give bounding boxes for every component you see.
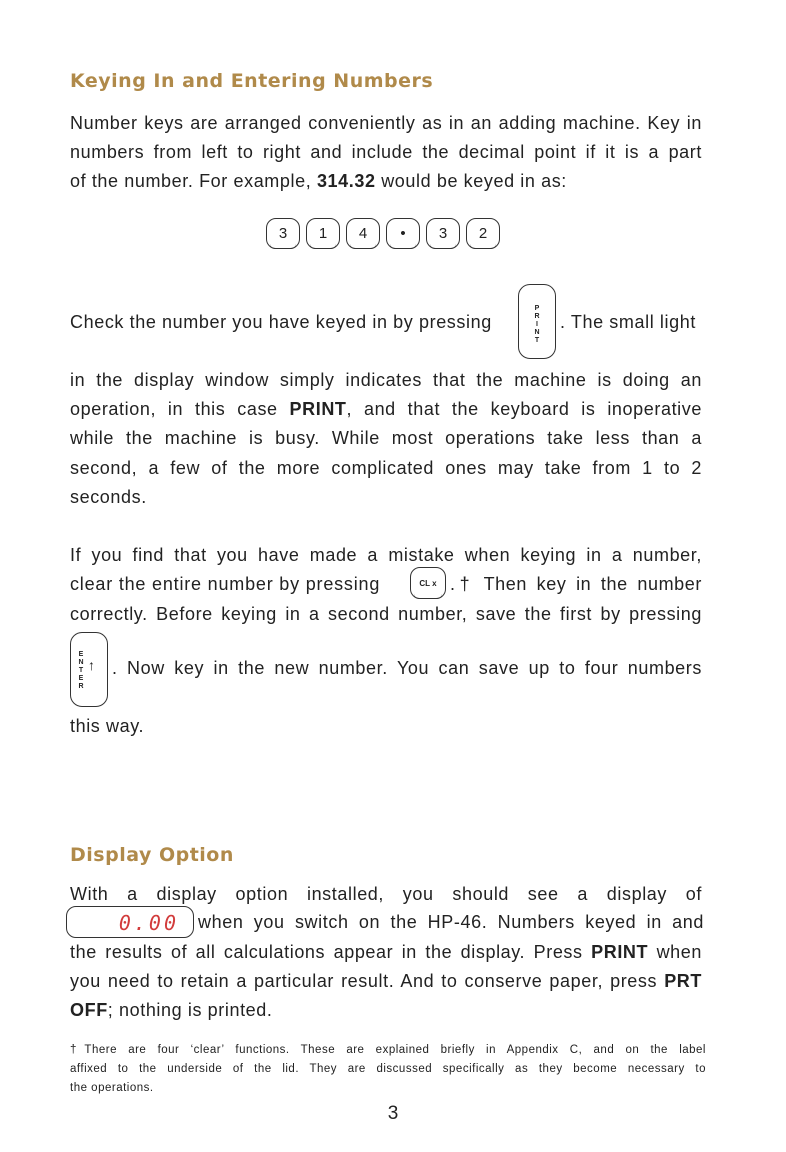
paragraph-line: Number keys are arranged conveniently as in an adding machine. Key in bbox=[70, 113, 702, 133]
enter-key-icon bbox=[70, 632, 108, 707]
paragraph-line bbox=[70, 999, 702, 1021]
paragraph-line bbox=[70, 941, 702, 963]
footnote-line: †There are four ‘clear’ functions. These are explained briefly in Appendix C, and on the label bbox=[70, 1044, 706, 1056]
display-digits: 0.00 bbox=[118, 911, 179, 935]
paragraph-line: this way. bbox=[70, 716, 145, 736]
paragraph-line: .† Then key in the number bbox=[450, 574, 702, 594]
paragraph-line: numbers from left to right and include the decimal point if it is a part bbox=[70, 142, 702, 162]
page-number: 3 bbox=[387, 1103, 399, 1124]
prt-term: PRT bbox=[664, 971, 702, 991]
key-3 bbox=[426, 218, 460, 249]
paragraph-line: Check the number you have keyed in by pressing bbox=[70, 312, 492, 332]
paragraph-line: in the display window simply indicates that the machine is doing an bbox=[70, 370, 702, 390]
key-label: 3 bbox=[278, 225, 288, 242]
print-key-icon bbox=[518, 284, 556, 359]
key-decimal-point bbox=[386, 218, 420, 249]
up-arrow-icon: ↑ bbox=[88, 657, 95, 673]
section-heading-display-option: Display Option bbox=[70, 844, 234, 866]
section-heading-keying: Keying In and Entering Numbers bbox=[70, 70, 434, 92]
text-run: you need to retain a particular result. And to conserve paper, press bbox=[70, 971, 658, 991]
clx-key-icon bbox=[410, 567, 446, 599]
paragraph-line: . Now key in the new number. You can save up to four numbers bbox=[112, 658, 702, 678]
enter-key-letters: E N T E R bbox=[78, 651, 84, 690]
paragraph-line bbox=[70, 398, 702, 420]
key-label: 1 bbox=[318, 225, 328, 242]
paragraph-line: With a display option installed, you should see a display of bbox=[70, 884, 702, 904]
footnote-line: the operations. bbox=[70, 1082, 154, 1094]
print-term: PRINT bbox=[591, 942, 649, 962]
paragraph-line: correctly. Before keying in a second number, save the first by pressing bbox=[70, 604, 702, 624]
footnote-line: affixed to the underside of the lid. They are discussed specifically as they become necessary to bbox=[70, 1063, 706, 1075]
key-3 bbox=[266, 218, 300, 249]
text-run: would be keyed in as: bbox=[381, 171, 567, 191]
example-number: 314.32 bbox=[316, 171, 376, 191]
paragraph-line: . The small light bbox=[560, 312, 696, 332]
text-run: when bbox=[656, 942, 703, 962]
paragraph-line: second, a few of the more complicated ones may take from 1 to 2 bbox=[70, 458, 702, 478]
paragraph-line bbox=[70, 970, 702, 992]
paragraph-line bbox=[70, 170, 567, 192]
print-key-letters: P R I N T bbox=[534, 305, 540, 344]
key-label: CL x bbox=[419, 578, 437, 588]
paragraph-line: while the machine is busy. While most operations take less than a bbox=[70, 428, 702, 448]
key-label: • bbox=[400, 225, 406, 242]
key-label: 3 bbox=[438, 225, 448, 242]
key-label: 4 bbox=[358, 225, 368, 242]
paragraph-line: when you switch on the HP-46. Numbers keyed in and bbox=[198, 912, 704, 932]
text-run: operation, in this case bbox=[70, 399, 278, 419]
print-term: PRINT bbox=[289, 399, 347, 419]
key-label: 2 bbox=[478, 225, 488, 242]
footnote bbox=[70, 1041, 706, 1098]
paragraph-line: seconds. bbox=[70, 487, 147, 507]
off-term: OFF bbox=[70, 1000, 108, 1020]
text-run: of the number. For example, bbox=[70, 171, 312, 191]
paragraph-line: clear the entire number by pressing bbox=[70, 574, 381, 594]
paragraph-line: If you find that you have made a mistake when keying in a number, bbox=[70, 545, 702, 565]
text-run: ; nothing is printed. bbox=[107, 1000, 273, 1020]
text-run: the results of all calculations appear in the display. Press bbox=[70, 942, 583, 962]
text-run: , and that the keyboard is inoperative bbox=[346, 399, 702, 419]
key-1 bbox=[306, 218, 340, 249]
key-4 bbox=[346, 218, 380, 249]
key-2 bbox=[466, 218, 500, 249]
display-window bbox=[66, 906, 194, 938]
